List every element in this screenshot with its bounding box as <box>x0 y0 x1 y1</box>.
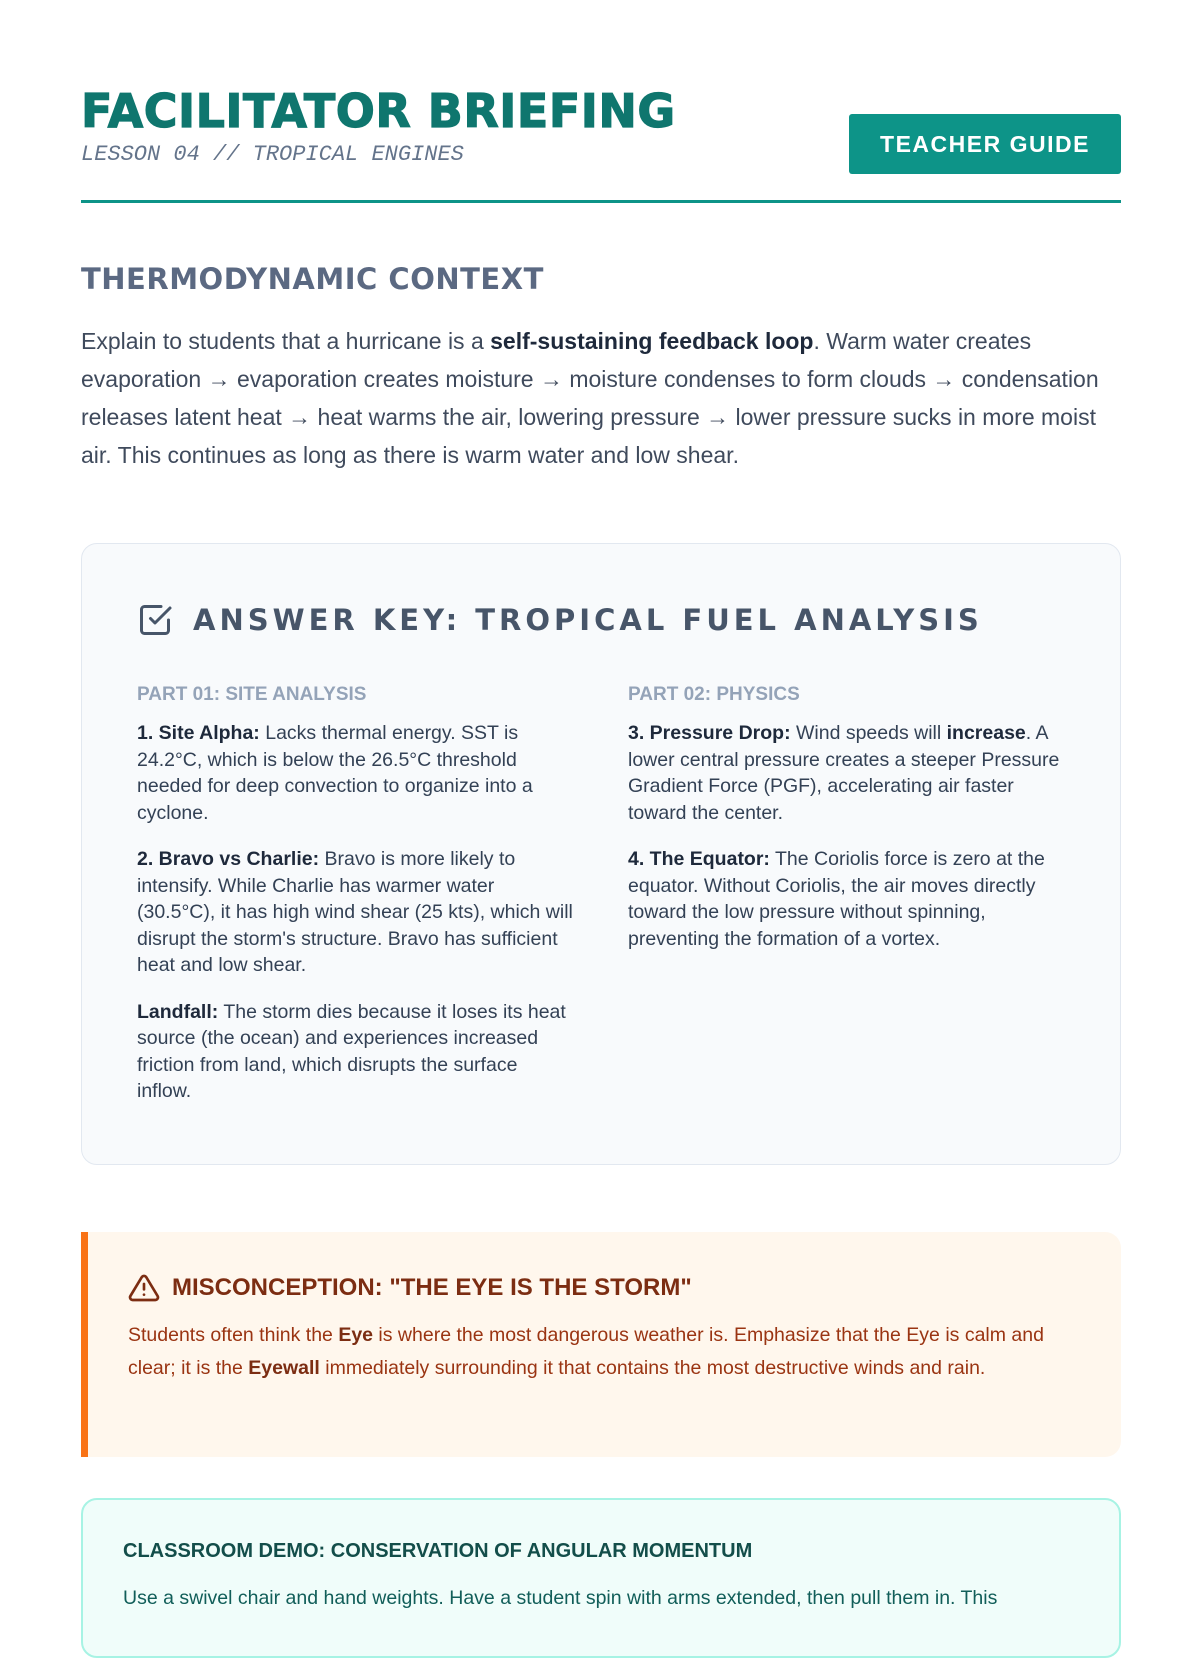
emphasis: increase <box>946 722 1026 744</box>
misconception-text <box>128 1319 1088 1385</box>
part1-heading: PART 01: SITE ANALYSIS <box>137 684 367 705</box>
emphasis: Eye <box>338 1324 374 1346</box>
answer-item <box>137 720 577 826</box>
answer-label: 1. Site Alpha: <box>137 722 260 744</box>
emphasis: Eyewall <box>248 1357 320 1379</box>
teacher-guide-badge: TEACHER GUIDE <box>849 114 1121 174</box>
text: . Warm water creates evaporation → evaporation creates moisture → moisture condenses to form clouds → condensation releases latent heat → heat warms the air, lowering pressure → lower pressure sucks in more moist air. This continues as long as there is warm water and low shear. <box>81 328 1099 468</box>
context-paragraph <box>81 322 1121 474</box>
answer-text: Lacks thermal energy. SST is 24.2°C, which is below the 26.5°C threshold needed for deep convection to organize into a cyclone. <box>137 722 533 824</box>
answer-text: Wind speeds will <box>790 722 947 744</box>
answer-item <box>137 846 577 979</box>
page-title: FACILITATOR BRIEFING <box>81 84 676 138</box>
misconception-heading: MISCONCEPTION: "THE EYE IS THE STORM" <box>172 1274 692 1301</box>
answer-label: 4. The Equator: <box>628 848 770 870</box>
answer-label: Landfall: <box>137 1000 219 1023</box>
answer-text: Bravo is more likely to intensify. While Charlie has warmer water (30.5°C), it has high wind shear (25 kts), which will disrupt the storm's structure. Bravo has sufficient heat and low shear. <box>137 848 573 976</box>
part2-heading: PART 02: PHYSICS <box>628 684 800 705</box>
text: immediately surrounding it that contains the most destructive winds and rain. <box>319 1357 986 1379</box>
demo-heading: CLASSROOM DEMO: CONSERVATION OF ANGULAR MOMENTUM <box>123 1540 753 1562</box>
answer-text: . A lower central pressure creates a steeper Pressure Gradient Force (PGF), accelerating air faster toward the center. <box>628 722 1060 824</box>
answer-item <box>628 720 1068 826</box>
warning-triangle-icon <box>128 1272 160 1304</box>
classroom-demo-callout <box>81 1498 1121 1658</box>
checkbox-checked-icon <box>137 602 173 638</box>
page-header <box>81 84 1121 204</box>
lesson-subtitle: LESSON 04 // TROPICAL ENGINES <box>81 142 464 167</box>
part1-column <box>137 684 577 1125</box>
answer-text: The storm dies because it loses its heat source (the ocean) and experiences increased friction from land, which disrupts the surface inflow. <box>137 1000 566 1102</box>
answer-item <box>628 846 1068 952</box>
emphasis: self-sustaining feedback loop <box>490 328 814 354</box>
answer-key-card <box>81 543 1121 1165</box>
answer-item <box>137 999 577 1105</box>
answer-label: 3. Pressure Drop: <box>628 722 791 744</box>
misconception-callout <box>81 1232 1121 1457</box>
answer-label: 2. Bravo vs Charlie: <box>137 848 320 870</box>
text: Explain to students that a hurricane is a <box>81 328 491 354</box>
text: is where the most dangerous weather is. Emphasize that the Eye is calm and clear; it is the <box>128 1324 1044 1379</box>
context-heading: THERMODYNAMIC CONTEXT <box>81 262 544 296</box>
header-divider <box>81 200 1121 203</box>
part2-column <box>628 684 1068 972</box>
answer-text: The Coriolis force is zero at the equator. Without Coriolis, the air moves directly toward the low pressure without spinning, preventing the formation of a vortex. <box>628 848 1045 950</box>
text: Students often think the <box>128 1324 339 1346</box>
demo-text: Use a swivel chair and hand weights. Have a student spin with arms extended, then pull them in. This <box>123 1587 998 1609</box>
answer-key-heading: ANSWER KEY: TROPICAL FUEL ANALYSIS <box>193 603 983 637</box>
